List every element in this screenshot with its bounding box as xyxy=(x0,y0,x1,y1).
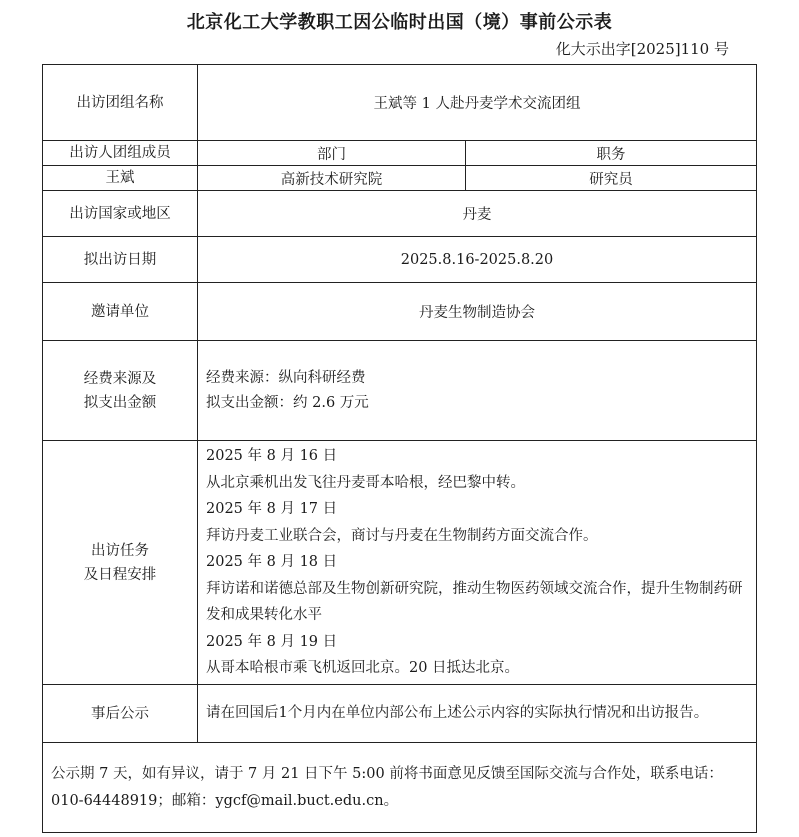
group-name-label: 出访团组名称 xyxy=(43,65,198,141)
after-disclosure-label: 事后公示 xyxy=(43,685,198,743)
funding-label-line-1: 经费来源及 xyxy=(83,370,157,387)
member-name: 王斌 xyxy=(43,166,198,191)
date-value: 2025.8.16-2025.8.20 xyxy=(198,237,757,283)
group-name-value: 王斌等 1 人赴丹麦学术交流团组 xyxy=(198,65,757,141)
row-member xyxy=(43,166,757,191)
schedule-label-line-2: 及日程安排 xyxy=(83,566,157,583)
schedule-item: 从北京乘机出发飞往丹麦哥本哈根，经巴黎中转。 xyxy=(206,474,525,491)
row-group-name xyxy=(43,65,757,141)
schedule-value xyxy=(198,441,757,685)
schedule-date: 2025 年 8 月 16 日 xyxy=(206,448,338,465)
date-label: 拟出访日期 xyxy=(43,237,198,283)
document-number: 化大示出字[2025]110 号 xyxy=(555,40,729,58)
disclosure-table xyxy=(42,64,757,833)
funding-amount: 拟支出金额：约 2.6 万元 xyxy=(206,394,369,411)
row-members-header xyxy=(43,141,757,166)
schedule-label xyxy=(43,441,198,685)
row-inviter xyxy=(43,283,757,341)
member-position: 研究员 xyxy=(466,166,757,191)
row-schedule xyxy=(43,441,757,685)
after-disclosure-value: 请在回国后1个月内在单位内部公布上述公示内容的实际执行情况和出访报告。 xyxy=(198,685,757,743)
inviter-value: 丹麦生物制造协会 xyxy=(198,283,757,341)
schedule-item: 拜访诺和诺德总部及生物创新研究院，推动生物医药领域交流合作，提升生物制药研发和成果转化水平 xyxy=(206,580,743,624)
schedule-date: 2025 年 8 月 17 日 xyxy=(206,501,338,518)
inviter-label: 邀请单位 xyxy=(43,283,198,341)
row-notice xyxy=(43,743,757,833)
row-after-disclosure xyxy=(43,685,757,743)
row-funding xyxy=(43,341,757,441)
notice-text: 公示期 7 天，如有异议，请于 7 月 21 日下午 5:00 前将书面意见反馈至国际交流与合作处，联系电话：010-64448919；邮箱：ygcf@mail.buct.edu.cn。 xyxy=(43,743,757,833)
country-value: 丹麦 xyxy=(198,191,757,237)
schedule-item: 拜访丹麦工业联合会，商讨与丹麦在生物制药方面交流合作。 xyxy=(206,527,598,544)
column-header-position: 职务 xyxy=(466,141,757,166)
row-country xyxy=(43,191,757,237)
schedule-item: 从哥本哈根市乘飞机返回北京。20 日抵达北京。 xyxy=(206,660,520,677)
members-label: 出访人团组成员 xyxy=(43,141,198,166)
funding-value xyxy=(198,341,757,441)
funding-source: 经费来源：纵向科研经费 xyxy=(206,369,366,386)
member-department: 高新技术研究院 xyxy=(198,166,466,191)
schedule-label-line-1: 出访任务 xyxy=(91,542,149,559)
column-header-department: 部门 xyxy=(198,141,466,166)
schedule-date: 2025 年 8 月 18 日 xyxy=(206,554,338,571)
page-title: 北京化工大学教职工因公临时出国（境）事前公示表 xyxy=(186,12,613,33)
funding-label-line-2: 拟支出金额 xyxy=(83,394,157,411)
country-label: 出访国家或地区 xyxy=(43,191,198,237)
schedule-date: 2025 年 8 月 19 日 xyxy=(206,633,338,650)
funding-label xyxy=(43,341,198,441)
row-date xyxy=(43,237,757,283)
